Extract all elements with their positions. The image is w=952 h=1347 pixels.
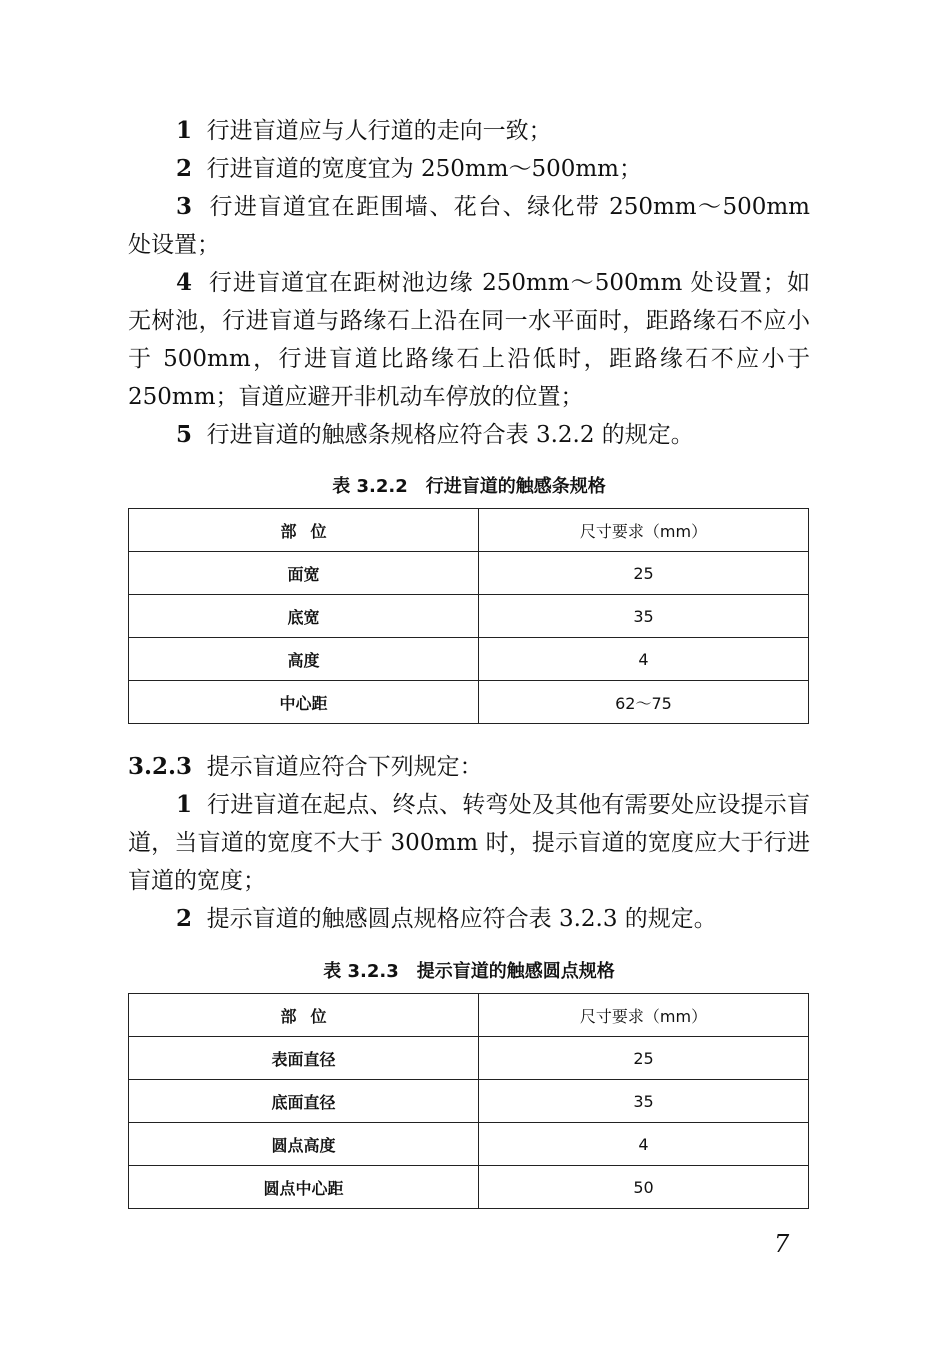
cell-size: 4	[479, 1123, 809, 1166]
item-text: 行进盲道宜在距树池边缘 250mm～500mm 处设置；如无树池，行进盲道与路缘石上沿在同一水平面时，距路缘石不应小于 500mm，行进盲道比路缘石上沿低时，距路缘石不应小于 250mm；盲道应避开非机动车停放的位置；	[128, 270, 810, 410]
cell-part: 底宽	[129, 595, 479, 638]
item-number: 2	[176, 905, 193, 932]
header-part: 部位	[129, 509, 479, 552]
cell-part: 中心距	[129, 681, 479, 724]
cell-part: 圆点中心距	[129, 1166, 479, 1209]
cell-part: 面宽	[129, 552, 479, 595]
list-item-1	[128, 112, 810, 150]
cell-size: 25	[479, 1037, 809, 1080]
cell-size: 25	[479, 552, 809, 595]
clause-number: 3.2.3	[128, 753, 193, 780]
page-number: 7	[774, 1230, 790, 1258]
item-text: 行进盲道在起点、终点、转弯处及其他有需要处应设提示盲道，当盲道的宽度不大于 300mm 时，提示盲道的宽度应大于行进盲道的宽度；	[128, 792, 811, 894]
cell-part: 圆点高度	[129, 1123, 479, 1166]
item-text: 行进盲道的宽度宜为 250mm～500mm；	[206, 156, 642, 182]
table-caption: 表 3.2.2 行进盲道的触感条规格	[332, 476, 606, 497]
table-header-row	[129, 994, 809, 1037]
item-text: 行进盲道的触感条规格应符合表 3.2.2 的规定。	[206, 422, 694, 448]
table-row	[129, 1037, 809, 1080]
item-text: 提示盲道的触感圆点规格应符合表 3.2.3 的规定。	[206, 906, 717, 932]
cell-size: 4	[479, 638, 809, 681]
table-row	[129, 681, 809, 724]
table-row	[129, 1123, 809, 1166]
list-item-b1	[128, 786, 810, 900]
clause-323	[128, 748, 810, 786]
cell-part: 高度	[129, 638, 479, 681]
spec-table-322	[128, 508, 809, 724]
table-header-row	[129, 509, 809, 552]
header-size: 尺寸要求（mm）	[479, 994, 809, 1037]
table-row	[129, 1166, 809, 1209]
table-caption: 表 3.2.3 提示盲道的触感圆点规格	[323, 961, 615, 982]
item-number: 5	[176, 421, 193, 448]
spec-table-323	[128, 993, 809, 1209]
list-item-2	[128, 150, 810, 188]
item-number: 1	[176, 117, 193, 144]
cell-part: 表面直径	[129, 1037, 479, 1080]
header-size: 尺寸要求（mm）	[479, 509, 809, 552]
list-item-b2	[128, 900, 810, 938]
item-number: 2	[176, 155, 193, 182]
list-item-3	[128, 188, 810, 264]
table-row	[129, 638, 809, 681]
list-item-4	[128, 264, 810, 416]
item-text: 行进盲道宜在距围墙、花台、绿化带 250mm～500mm 处设置；	[128, 194, 810, 258]
item-number: 1	[176, 791, 193, 818]
table-row	[129, 595, 809, 638]
table-row	[129, 1080, 809, 1123]
cell-part: 底面直径	[129, 1080, 479, 1123]
header-part: 部位	[129, 994, 479, 1037]
cell-size: 35	[479, 1080, 809, 1123]
clause-text: 提示盲道应符合下列规定：	[206, 754, 483, 780]
list-item-5	[128, 416, 810, 454]
cell-size: 50	[479, 1166, 809, 1209]
cell-size: 62～75	[479, 681, 809, 724]
item-text: 行进盲道应与人行道的走向一致；	[206, 118, 552, 144]
item-number: 3	[176, 193, 193, 220]
table-row	[129, 552, 809, 595]
item-number: 4	[176, 269, 193, 296]
cell-size: 35	[479, 595, 809, 638]
